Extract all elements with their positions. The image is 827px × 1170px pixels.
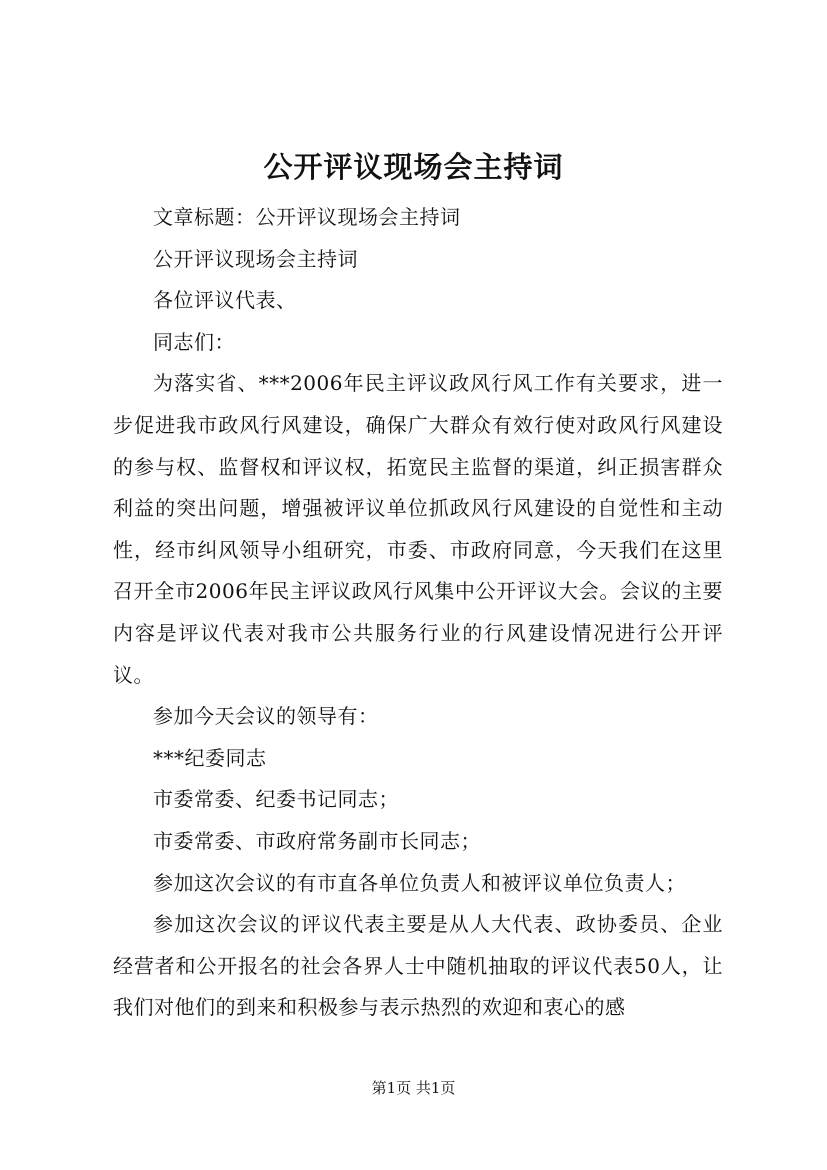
document-title: 公开评议现场会主持词 — [263, 150, 564, 184]
paragraph-leader-1: ***纪委同志 — [153, 745, 267, 770]
paragraph-leaders-heading: 参加今天会议的领导有： — [153, 704, 379, 729]
paragraph-attendees: 参加这次会议的有市直各单位负责人和被评议单位负责人； — [153, 870, 686, 895]
paragraph-subtitle: 公开评议现场会主持词 — [153, 246, 358, 271]
paragraph-leader-3: 市委常委、市政府常务副市长同志； — [153, 828, 481, 853]
page-footer: 第1页 共1页 — [371, 1079, 456, 1097]
paragraph-article-title: 文章标题：公开评议现场会主持词 — [153, 205, 461, 229]
paragraph-intro: 为落实省、***2006年民主评议政风行风工作有关要求，进一步促进我市政风行风建设，确保广大群众有效行使对政风行风建设的参与权、监督权和评议权，拓宽民主监督的渠道，纠正损害群众利益的突出问题，增强被评议单位抓政风行风建设的自觉性和主动性，经市纠风领导小组研究，市委、市政府同意，今天我们在这里召开全市2006年民主评议政风行风集中公开评议大会。会议的主要内容是评议代表对我市公共服务行业的行风建设情况进行公开评议。 — [113, 371, 723, 687]
paragraph-salutation-1: 各位评议代表、 — [153, 288, 297, 313]
paragraph-salutation-2: 同志们： — [153, 329, 235, 354]
paragraph-leader-2: 市委常委、纪委书记同志； — [153, 787, 399, 812]
document-body — [113, 197, 723, 1029]
paragraph-representatives: 参加这次会议的评议代表主要是从人大代表、政协委员、企业经营者和公开报名的社会各界人士中随机抽取的评议代表50人，让我们对他们的到来和积极参与表示热烈的欢迎和衷心的感 — [113, 912, 723, 1020]
